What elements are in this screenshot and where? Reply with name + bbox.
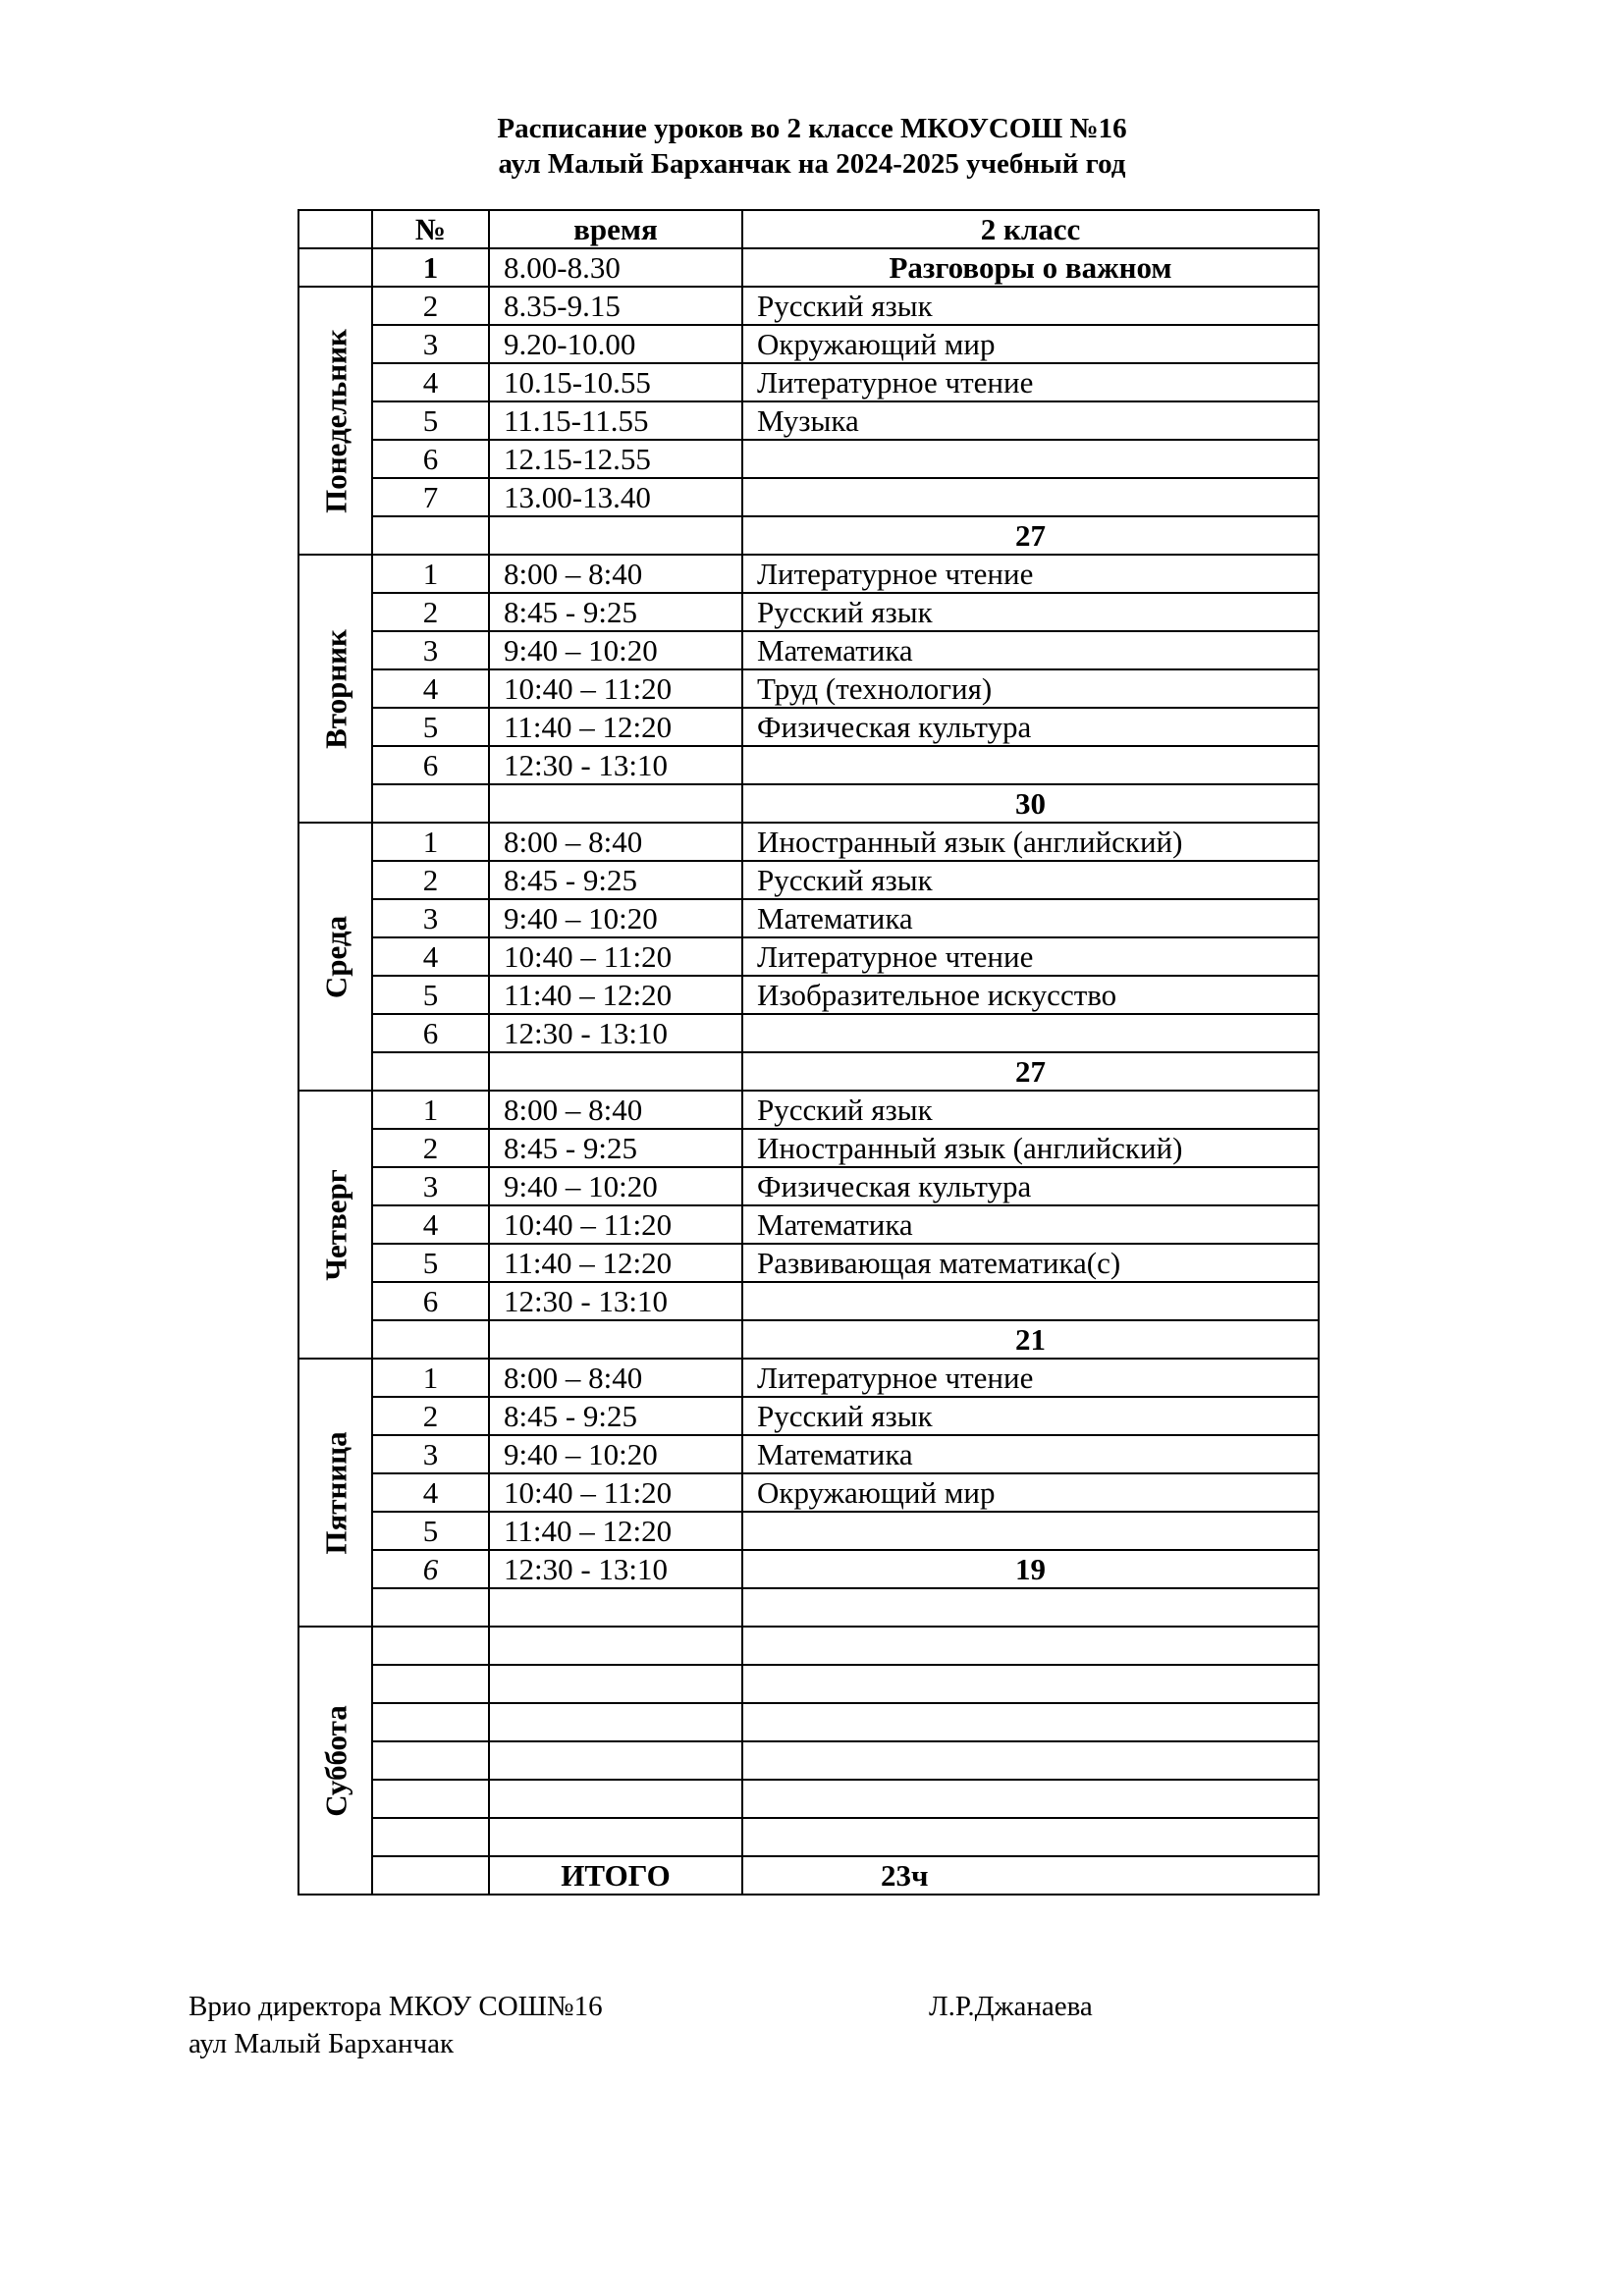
empty-cell [489, 1741, 742, 1780]
lesson-subject [742, 746, 1319, 784]
table-row [298, 287, 1319, 325]
day-cell-friday [298, 1359, 372, 1627]
lesson-time: 12:30 - 13:10 [489, 1282, 742, 1320]
table-row [298, 1703, 1319, 1741]
empty-cell [372, 1780, 489, 1818]
lesson-time: 12.15-12.55 [489, 440, 742, 478]
table-row [298, 1780, 1319, 1818]
lesson-num: 4 [372, 937, 489, 976]
signature-position: Врио директора МКОУ СОШ№16 [189, 1991, 603, 2022]
lesson-num: 6 [372, 1014, 489, 1052]
lesson-num: 6 [372, 746, 489, 784]
lesson-num: 4 [372, 363, 489, 401]
lesson-time: 10:40 – 11:20 [489, 1205, 742, 1244]
schedule-table [298, 209, 1320, 1896]
lesson-num: 2 [372, 287, 489, 325]
table-row [298, 937, 1319, 976]
empty-cell [489, 1627, 742, 1665]
lesson-subject: Литературное чтение [742, 937, 1319, 976]
lesson-num: 4 [372, 1205, 489, 1244]
corner-cell [298, 210, 372, 248]
lesson-num: 5 [372, 976, 489, 1014]
document-title-line-1: Расписание уроков во 2 классе МКОУСОШ №16 [497, 113, 1127, 144]
lesson-num: 2 [372, 593, 489, 631]
lesson-time: 13.00-13.40 [489, 478, 742, 516]
empty-cell [372, 1588, 489, 1627]
day-total: 30 [742, 784, 1319, 823]
lesson-subject: Физическая культура [742, 708, 1319, 746]
lesson-subject: Физическая культура [742, 1167, 1319, 1205]
lesson-subject: Русский язык [742, 1091, 1319, 1129]
day-label: Понедельник [318, 328, 352, 513]
empty-cell [742, 1627, 1319, 1665]
lesson-time: 12:30 - 13:10 [489, 1014, 742, 1052]
lesson-num: 5 [372, 1244, 489, 1282]
lesson-num: 1 [372, 1091, 489, 1129]
empty-cell [742, 1741, 1319, 1780]
empty-cell [372, 784, 489, 823]
lesson-time: 11:40 – 12:20 [489, 708, 742, 746]
lesson-time: 12:30 - 13:10 [489, 1550, 742, 1588]
lesson-num: 3 [372, 899, 489, 937]
lesson-subject: Русский язык [742, 1397, 1319, 1435]
summary-label: ИТОГО [489, 1856, 742, 1895]
day-total: 19 [742, 1550, 1319, 1588]
lesson-time: 9:40 – 10:20 [489, 899, 742, 937]
table-row [298, 746, 1319, 784]
lesson-num: 5 [372, 708, 489, 746]
table-row [298, 593, 1319, 631]
table-row [298, 1205, 1319, 1244]
table-row [298, 1512, 1319, 1550]
empty-cell [372, 1856, 489, 1895]
empty-cell [489, 1818, 742, 1856]
table-row [298, 1091, 1319, 1129]
empty-cell [489, 1588, 742, 1627]
day-label: Четверг [318, 1168, 352, 1281]
lesson-num: 1 [372, 555, 489, 593]
signature-location: аул Малый Барханчак [189, 2028, 455, 2059]
lesson-subject: Литературное чтение [742, 555, 1319, 593]
lesson-time: 8:45 - 9:25 [489, 1397, 742, 1435]
empty-cell [489, 1052, 742, 1091]
summary-row [298, 1856, 1319, 1895]
lesson-time: 11:40 – 12:20 [489, 1244, 742, 1282]
table-row [298, 1397, 1319, 1435]
day-label: Пятница [318, 1430, 352, 1555]
table-row [298, 1473, 1319, 1512]
lesson-num: 4 [372, 1473, 489, 1512]
lesson-time: 8:00 – 8:40 [489, 1359, 742, 1397]
day-label: Вторник [318, 628, 352, 749]
table-row [298, 555, 1319, 593]
empty-cell [372, 1320, 489, 1359]
lesson-time: 10:40 – 11:20 [489, 937, 742, 976]
lesson-subject: Русский язык [742, 287, 1319, 325]
table-row [298, 325, 1319, 363]
table-row [298, 823, 1319, 861]
table-row [298, 861, 1319, 899]
table-row [298, 1627, 1319, 1665]
lesson-time: 10:40 – 11:20 [489, 669, 742, 708]
lesson-num: 5 [372, 1512, 489, 1550]
table-row [298, 401, 1319, 440]
lesson-num: 1 [372, 1359, 489, 1397]
lesson-num: 3 [372, 1435, 489, 1473]
lesson-subject: Математика [742, 631, 1319, 669]
day-cell-thursday [298, 1091, 372, 1359]
lesson-num: 5 [372, 401, 489, 440]
lesson-num: 1 [372, 248, 489, 287]
header-time: время [489, 210, 742, 248]
lesson-time: 8:45 - 9:25 [489, 593, 742, 631]
lesson-subject: Окружающий мир [742, 1473, 1319, 1512]
lesson-time: 8.35-9.15 [489, 287, 742, 325]
total-row [298, 516, 1319, 555]
lesson-subject: Музыка [742, 401, 1319, 440]
empty-cell [372, 1703, 489, 1741]
lesson-subject: Русский язык [742, 861, 1319, 899]
table-row [298, 1282, 1319, 1320]
table-row [298, 478, 1319, 516]
lesson-subject: Изобразительное искусство [742, 976, 1319, 1014]
table-row [298, 1129, 1319, 1167]
lesson-time: 11.15-11.55 [489, 401, 742, 440]
lesson-num: 6 [372, 1550, 489, 1588]
empty-cell [742, 1588, 1319, 1627]
day-cell-monday [298, 287, 372, 555]
total-row [298, 784, 1319, 823]
lesson-subject [742, 1512, 1319, 1550]
empty-cell [742, 1703, 1319, 1741]
empty-cell [742, 1818, 1319, 1856]
table-row [298, 1244, 1319, 1282]
table-row [298, 1435, 1319, 1473]
lesson-time: 8:45 - 9:25 [489, 1129, 742, 1167]
lesson-time: 8:00 – 8:40 [489, 555, 742, 593]
document-title-line-2: аул Малый Барханчак на 2024-2025 учебный год [498, 148, 1126, 180]
lesson-num: 2 [372, 1397, 489, 1435]
summary-value: 23ч [742, 1856, 1319, 1895]
lesson-subject [742, 1282, 1319, 1320]
day-cell-tuesday [298, 555, 372, 823]
lesson-num: 3 [372, 631, 489, 669]
lesson-subject: Труд (технология) [742, 669, 1319, 708]
empty-cell [489, 1665, 742, 1703]
lesson-num: 1 [372, 823, 489, 861]
lesson-subject: Русский язык [742, 593, 1319, 631]
lesson-subject: Развивающая математика(с) [742, 1244, 1319, 1282]
empty-cell [372, 1627, 489, 1665]
lesson-time: 8:45 - 9:25 [489, 861, 742, 899]
table-row [298, 1741, 1319, 1780]
empty-cell [372, 1741, 489, 1780]
day-cell-wednesday [298, 823, 372, 1091]
table-row [298, 1359, 1319, 1397]
empty-cell [489, 1703, 742, 1741]
lesson-time: 9.20-10.00 [489, 325, 742, 363]
lesson-num: 2 [372, 861, 489, 899]
lesson-time: 9:40 – 10:20 [489, 1435, 742, 1473]
empty-cell [489, 516, 742, 555]
empty-cell [742, 1665, 1319, 1703]
lesson-time: 12:30 - 13:10 [489, 746, 742, 784]
header-row [298, 210, 1319, 248]
table-row [298, 899, 1319, 937]
lesson-num: 4 [372, 669, 489, 708]
lesson-subject: Литературное чтение [742, 363, 1319, 401]
total-row [298, 1052, 1319, 1091]
lesson-subject: Математика [742, 899, 1319, 937]
lesson-subject: Разговоры о важном [742, 248, 1319, 287]
lesson-time: 10.15-10.55 [489, 363, 742, 401]
table-row [298, 248, 1319, 287]
header-class: 2 класс [742, 210, 1319, 248]
empty-cell [489, 784, 742, 823]
lesson-time: 9:40 – 10:20 [489, 1167, 742, 1205]
table-row [298, 1550, 1319, 1588]
lesson-subject [742, 478, 1319, 516]
lesson-subject: Иностранный язык (английский) [742, 1129, 1319, 1167]
lesson-num: 3 [372, 325, 489, 363]
day-total: 27 [742, 1052, 1319, 1091]
lesson-time: 8.00-8.30 [489, 248, 742, 287]
total-row [298, 1320, 1319, 1359]
lesson-num: 6 [372, 1282, 489, 1320]
lesson-num: 3 [372, 1167, 489, 1205]
empty-cell [298, 248, 372, 287]
signatory-name: Л.Р.Джанаева [929, 1991, 1093, 2022]
lesson-time: 9:40 – 10:20 [489, 631, 742, 669]
empty-cell [372, 1665, 489, 1703]
empty-cell [372, 1052, 489, 1091]
header-num: № [372, 210, 489, 248]
table-row [298, 1588, 1319, 1627]
lesson-subject: Иностранный язык (английский) [742, 823, 1319, 861]
lesson-num: 6 [372, 440, 489, 478]
empty-cell [489, 1320, 742, 1359]
empty-cell [372, 1818, 489, 1856]
lesson-subject: Литературное чтение [742, 1359, 1319, 1397]
empty-cell [489, 1780, 742, 1818]
lesson-subject: Окружающий мир [742, 325, 1319, 363]
lesson-subject [742, 440, 1319, 478]
lesson-time: 11:40 – 12:20 [489, 976, 742, 1014]
lesson-time: 11:40 – 12:20 [489, 1512, 742, 1550]
lesson-subject: Математика [742, 1435, 1319, 1473]
lesson-subject [742, 1014, 1319, 1052]
lesson-subject: Математика [742, 1205, 1319, 1244]
table-row [298, 669, 1319, 708]
day-label: Среда [318, 915, 352, 998]
day-total: 27 [742, 516, 1319, 555]
table-row [298, 440, 1319, 478]
table-row [298, 631, 1319, 669]
table-row [298, 1818, 1319, 1856]
lesson-num: 7 [372, 478, 489, 516]
empty-cell [742, 1780, 1319, 1818]
lesson-time: 8:00 – 8:40 [489, 1091, 742, 1129]
table-row [298, 1665, 1319, 1703]
day-cell-saturday [298, 1627, 372, 1895]
table-row [298, 708, 1319, 746]
table-row [298, 363, 1319, 401]
table-row [298, 976, 1319, 1014]
table-row [298, 1014, 1319, 1052]
table-row [298, 1167, 1319, 1205]
lesson-time: 8:00 – 8:40 [489, 823, 742, 861]
lesson-num: 2 [372, 1129, 489, 1167]
day-total: 21 [742, 1320, 1319, 1359]
day-label: Суббота [318, 1704, 352, 1817]
lesson-time: 10:40 – 11:20 [489, 1473, 742, 1512]
empty-cell [372, 516, 489, 555]
